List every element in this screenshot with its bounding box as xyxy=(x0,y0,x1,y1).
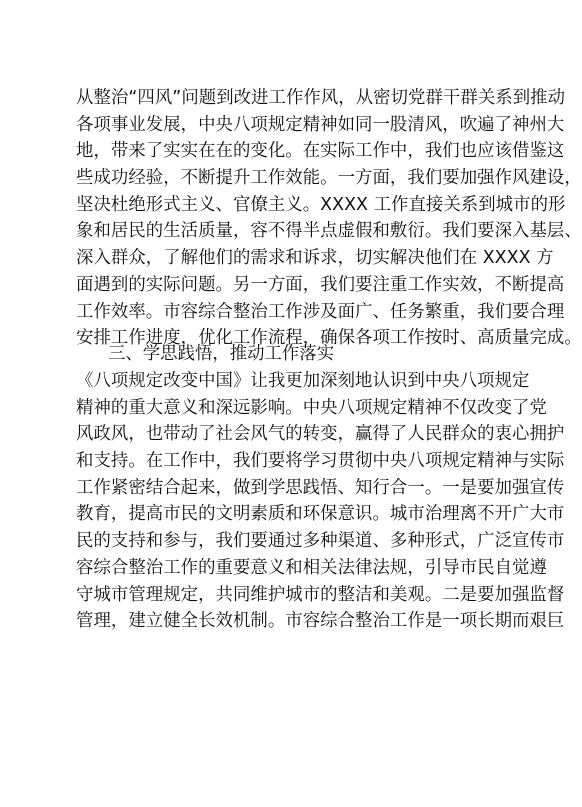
text-line: 守城市管理规定，共同维护城市的整洁和美观。二是要加强监督 xyxy=(76,584,565,605)
text-line: 精神的重大意义和深远影响。中央八项规定精神不仅改变了党 xyxy=(76,397,547,418)
text-line: 工作紧密结合起来，做到学思践悟、知行合一。一是要加强宣传 xyxy=(76,477,565,498)
text-line: 《八项规定改变中国》让我更加深刻地认识到中央八项规定 xyxy=(76,371,530,391)
body-paragraph-1 xyxy=(76,85,582,352)
text-line: 安排工作进度，优化工作流程，确保各项工作按时、高质量完成。 xyxy=(76,328,582,349)
text-line: 象和居民的生活质量，容不得半点虚假和敷衍。我们要深入基层、 xyxy=(76,221,582,242)
text-line: 地，带来了实实在在的变化。在实际工作中，我们也应该借鉴这 xyxy=(76,141,565,162)
text-line: 坚决杜绝形式主义、官僚主义。XXXX 工作直接关系到城市的形 xyxy=(76,194,566,215)
text-line: 深入群众，了解他们的需求和诉求，切实解决他们在 XXXX 方 xyxy=(76,248,554,269)
text-line: 工作效率。市容综合整治工作涉及面广、任务繁重，我们要合理 xyxy=(76,301,565,322)
text-line: 些成功经验，不断提升工作效能。一方面，我们要加强作风建设， xyxy=(76,168,582,189)
section-heading: 三、学思践悟，推动工作落实 xyxy=(108,344,335,364)
text-line: 各项事业发展，中央八项规定精神如同一股清风，吹遍了神州大 xyxy=(76,114,565,135)
text-line: 风政风，也带动了社会风气的转变，赢得了人民群众的衷心拥护 xyxy=(76,424,565,445)
text-line: 和支持。在工作中，我们要将学习贯彻中央八项规定精神与实际 xyxy=(76,451,565,472)
text-line: 面遇到的实际问题。另一方面，我们要注重工作实效，不断提高 xyxy=(76,274,565,295)
text-line: 管理，建立健全长效机制。市容综合整治工作是一项长期而艰巨 xyxy=(76,611,565,632)
text-line: 民的支持和参与，我们要通过多种渠道、多种形式，广泛宣传市 xyxy=(76,531,565,552)
body-paragraph-2 xyxy=(76,368,565,635)
text-line: 容综合整治工作的重要意义和相关法律法规，引导市民自觉遵 xyxy=(76,557,547,578)
text-line: 从整治“四风”问题到改进工作作风，从密切党群干群关系到推动 xyxy=(76,88,566,108)
text-line: 教育，提高市民的文明素质和环保意识。城市治理离不开广大市 xyxy=(76,504,565,525)
